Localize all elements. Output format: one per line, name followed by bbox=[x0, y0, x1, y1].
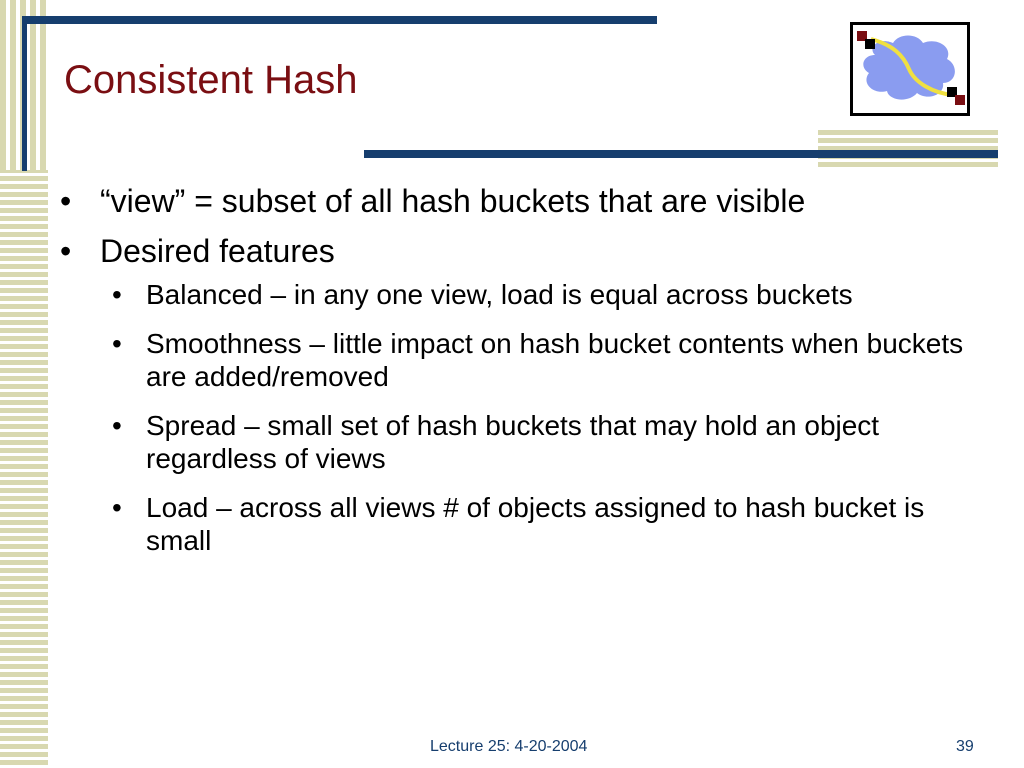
slide-content bbox=[60, 182, 1000, 573]
vertical-rule bbox=[22, 16, 27, 171]
slide-title: Consistent Hash bbox=[64, 58, 358, 102]
footer-page-number: 39 bbox=[956, 738, 974, 755]
sub-bullet-item bbox=[60, 278, 976, 311]
network-cloud-icon bbox=[853, 25, 967, 113]
sub-bullet-item bbox=[60, 491, 976, 557]
bullet-text: “view” = subset of all hash buckets that are visible bbox=[100, 183, 806, 219]
node-square bbox=[955, 95, 965, 105]
sub-bullet-glyph: • bbox=[112, 410, 122, 441]
bullet-item bbox=[60, 182, 1000, 220]
sub-bullet-item bbox=[60, 327, 976, 393]
sub-bullet-text: Smoothness – little impact on hash bucket contents when buckets are added/removed bbox=[146, 328, 964, 392]
sub-bullet-text: Spread – small set of hash buckets that may hold an object regardless of views bbox=[146, 410, 880, 474]
logo bbox=[850, 22, 970, 116]
bullet-item bbox=[60, 232, 1000, 270]
sub-bullet-text: Balanced – in any one view, load is equal across buckets bbox=[146, 279, 853, 310]
top-rule bbox=[24, 16, 657, 24]
sub-bullet-glyph: • bbox=[112, 279, 122, 310]
bullet-text: Desired features bbox=[100, 233, 335, 269]
footer-lecture: Lecture 25: 4-20-2004 bbox=[430, 738, 588, 755]
sub-bullet-glyph: • bbox=[112, 328, 122, 359]
header-rule bbox=[364, 150, 998, 158]
sub-bullet-glyph: • bbox=[112, 492, 122, 523]
node-square bbox=[865, 39, 875, 49]
sub-bullet-text: Load – across all views # of objects assigned to hash bucket is small bbox=[146, 492, 925, 556]
sub-bullet-item bbox=[60, 409, 976, 475]
bullet-glyph: • bbox=[60, 233, 72, 269]
bullet-glyph: • bbox=[60, 183, 72, 219]
